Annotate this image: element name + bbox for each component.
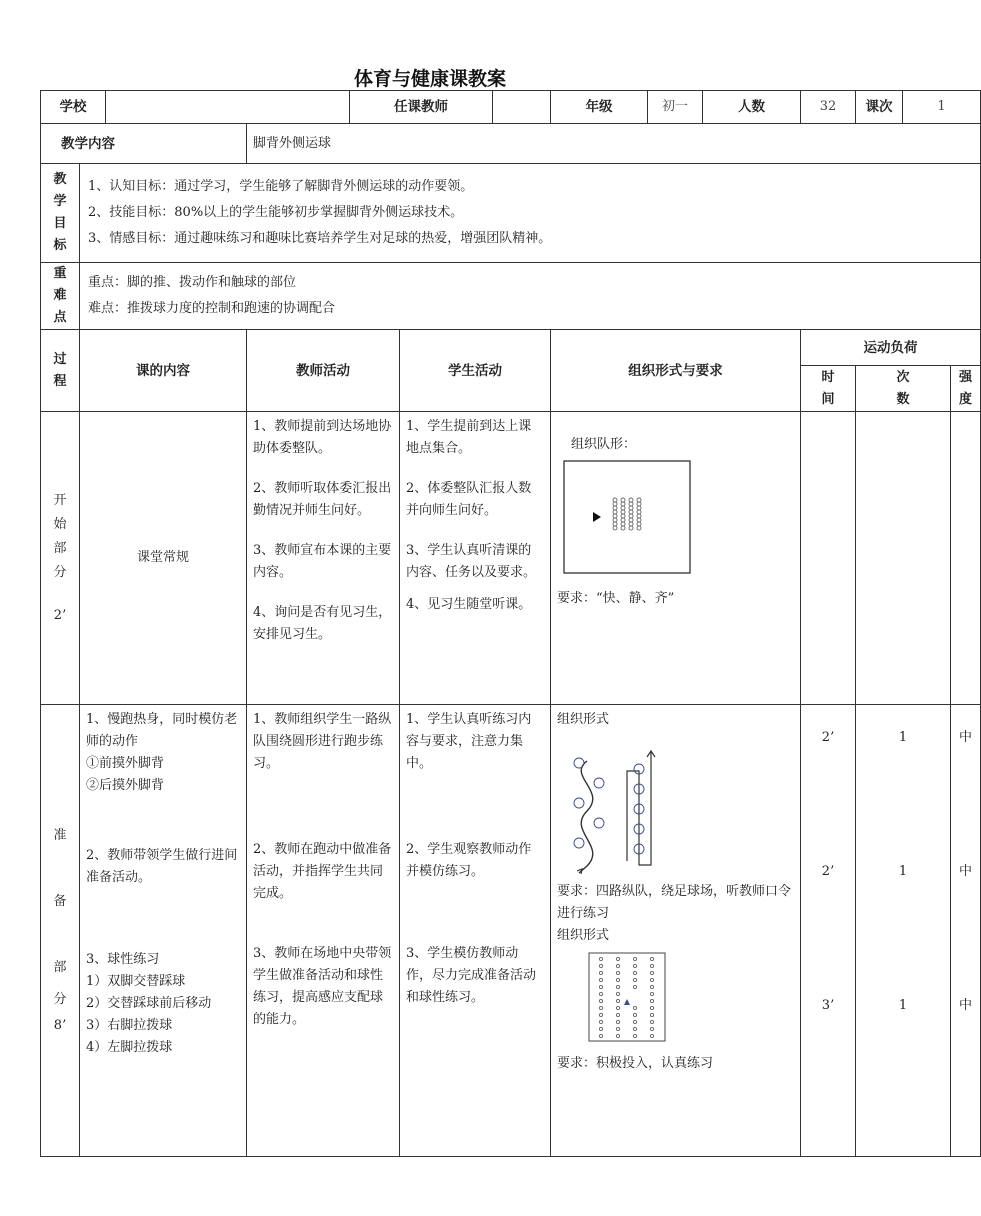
teacher-marker bbox=[593, 512, 601, 522]
section-duration: 2’ bbox=[53, 608, 67, 623]
student-marker bbox=[613, 526, 617, 530]
load-time-cell bbox=[801, 412, 856, 705]
student-marker bbox=[637, 518, 641, 522]
formation-frame bbox=[564, 461, 690, 573]
teacher-activity: 3、教师在场地中央带领学生做准备活动和球性练习，提高感应支配球的能力。 bbox=[253, 946, 392, 1027]
student-marker bbox=[599, 978, 602, 981]
student-marker bbox=[633, 957, 636, 960]
student-marker bbox=[599, 985, 602, 988]
student-marker bbox=[616, 1034, 619, 1037]
student-marker bbox=[616, 978, 619, 981]
teacher-value bbox=[493, 91, 551, 124]
goals-label-char: 教 bbox=[53, 172, 67, 187]
time-header bbox=[801, 366, 856, 412]
student-marker bbox=[613, 502, 617, 506]
lesson-plan-table bbox=[40, 90, 981, 1157]
content-item: 1）双脚交替踩球 bbox=[86, 974, 186, 989]
student-marker bbox=[599, 957, 602, 960]
load-reps-cell bbox=[856, 705, 951, 1157]
student-marker bbox=[633, 1013, 636, 1016]
section-duration: 8’ bbox=[53, 1017, 67, 1033]
reps-header-char: 数 bbox=[896, 391, 910, 407]
runner-marker bbox=[574, 758, 584, 768]
content-header: 课的内容 bbox=[80, 330, 247, 412]
student-marker bbox=[633, 1006, 636, 1009]
student-marker bbox=[599, 1013, 602, 1016]
student-activity: 3、学生认真听清课的内容、任务以及要求。 bbox=[406, 543, 537, 580]
reps-header bbox=[856, 366, 951, 412]
load-reps-cell bbox=[856, 412, 951, 705]
load-time: 3’ bbox=[821, 998, 835, 1013]
student-marker bbox=[629, 502, 633, 506]
section-start-student bbox=[400, 412, 551, 705]
student-marker bbox=[616, 985, 619, 988]
student-marker bbox=[629, 526, 633, 530]
goals-label-char: 目 bbox=[53, 216, 67, 231]
student-marker bbox=[621, 506, 625, 510]
section-start-org bbox=[551, 412, 801, 705]
student-marker bbox=[650, 1020, 653, 1023]
goal-item: 3、情感目标：通过趣味练习和趣味比赛培养学生对足球的热爱，增强团队精神。 bbox=[88, 231, 552, 246]
section-prep-row bbox=[41, 705, 981, 1157]
goals-label-char: 学 bbox=[53, 194, 67, 209]
keypoint-item: 重点：脚的推、拨动作和触球的部位 bbox=[88, 275, 297, 290]
page-title: 体育与健康课教案 bbox=[353, 68, 506, 90]
student-marker bbox=[637, 506, 641, 510]
student-marker bbox=[650, 1034, 653, 1037]
student-marker bbox=[650, 999, 653, 1002]
student-marker bbox=[616, 957, 619, 960]
intensity-header-char: 强 bbox=[958, 369, 972, 385]
goals-list bbox=[80, 164, 981, 263]
runner-markers bbox=[574, 758, 644, 854]
load-time: 2’ bbox=[821, 864, 835, 879]
intensity-header-char: 度 bbox=[958, 391, 972, 407]
student-marker bbox=[650, 985, 653, 988]
student-marker bbox=[629, 510, 633, 514]
student-marker bbox=[637, 526, 641, 530]
student-activity: 1、学生认真听练习内容与要求，注意力集中。 bbox=[406, 712, 532, 771]
content-row bbox=[41, 124, 981, 164]
section-label-char: 开 bbox=[53, 493, 67, 508]
student-marker bbox=[650, 1013, 653, 1016]
student-marker bbox=[616, 971, 619, 974]
content-item: 1、慢跑热身，同时模仿老师的动作 bbox=[86, 712, 238, 749]
school-value bbox=[106, 91, 350, 124]
org-requirement: 要求：“快、静、齐” bbox=[557, 591, 675, 606]
student-marker bbox=[599, 1034, 602, 1037]
student-marker bbox=[633, 1034, 636, 1037]
section-start-row bbox=[41, 412, 981, 705]
process-header bbox=[41, 330, 80, 412]
keypoints-label bbox=[41, 263, 80, 330]
student-marker bbox=[637, 522, 641, 526]
count-value: 32 bbox=[801, 91, 856, 124]
student-marker bbox=[599, 971, 602, 974]
student-activity: 2、体委整队汇报人数并向师生问好。 bbox=[406, 481, 532, 518]
student-activity: 1、学生提前到达上课地点集合。 bbox=[406, 419, 532, 456]
org-requirement: 要求：积极投入，认真练习 bbox=[557, 1056, 714, 1071]
load-intensity: 中 bbox=[958, 998, 972, 1013]
teacher-activity: 2、教师听取体委汇报出勤情况并师生问好。 bbox=[253, 481, 392, 518]
section-prep-org bbox=[551, 705, 801, 1157]
load-intensity-cell bbox=[951, 705, 981, 1157]
section-start-label bbox=[41, 412, 80, 705]
student-marker bbox=[621, 522, 625, 526]
student-marker bbox=[633, 1027, 636, 1030]
student-marker bbox=[621, 498, 625, 502]
student-marker bbox=[650, 1027, 653, 1030]
teacher-activity: 3、教师宣布本课的主要内容。 bbox=[253, 543, 392, 580]
content-item: 2、教师带领学生做行进间准备活动。 bbox=[86, 848, 238, 885]
org-title: 组织形式 bbox=[557, 928, 610, 943]
student-grid bbox=[599, 957, 653, 1037]
load-intensity-cell bbox=[951, 412, 981, 705]
student-marker bbox=[621, 526, 625, 530]
section-label-char: 始 bbox=[53, 517, 67, 532]
school-label: 学校 bbox=[41, 91, 106, 124]
time-header-char: 间 bbox=[821, 391, 835, 407]
content-item: 3）右脚拉拨球 bbox=[86, 1018, 173, 1033]
section-prep-content bbox=[80, 705, 247, 1157]
student-marker bbox=[637, 498, 641, 502]
student-marker bbox=[616, 1020, 619, 1023]
section-label-char: 部 bbox=[53, 959, 67, 975]
formation-diagram bbox=[563, 460, 693, 576]
content-item: 4）左脚拉拨球 bbox=[86, 1040, 173, 1055]
process-header-char: 程 bbox=[53, 373, 67, 389]
student-activity: 2、学生观察教师动作并模仿练习。 bbox=[406, 842, 532, 879]
org-requirement: 要求：四路纵队，绕足球场，听教师口令进行练习 bbox=[557, 884, 792, 921]
load-time-cell bbox=[801, 705, 856, 1157]
student-marker bbox=[629, 498, 633, 502]
load-intensity: 中 bbox=[958, 864, 972, 879]
student-marker bbox=[650, 978, 653, 981]
student-marker bbox=[633, 1020, 636, 1023]
section-label-char: 分 bbox=[53, 565, 67, 580]
student-marker bbox=[599, 999, 602, 1002]
teacher-activity: 4、询问是否有见习生，安排见习生。 bbox=[253, 605, 392, 642]
keypoints-label-char: 点 bbox=[53, 310, 67, 325]
goals-label-char: 标 bbox=[53, 238, 67, 253]
student-marker bbox=[633, 971, 636, 974]
student-marker bbox=[629, 506, 633, 510]
goal-item: 2、技能目标：80%以上的学生能够初步掌握脚背外侧运球技术。 bbox=[88, 205, 464, 220]
section-label-char: 准 bbox=[53, 827, 67, 843]
content-item: 2）交替踩球前后移动 bbox=[86, 996, 212, 1011]
content-label: 教学内容 bbox=[41, 124, 247, 164]
column-path bbox=[627, 751, 651, 865]
running-route-diagram bbox=[557, 731, 687, 881]
runner-marker bbox=[594, 778, 604, 788]
teacher-activity: 2、教师在跑动中做准备活动，并指挥学生共同完成。 bbox=[253, 842, 392, 901]
lesson-label: 课次 bbox=[856, 91, 903, 124]
content-item: 3、球性练习 bbox=[86, 952, 160, 967]
student-marker bbox=[629, 522, 633, 526]
student-marker bbox=[621, 502, 625, 506]
header-row bbox=[41, 91, 981, 124]
student-marker bbox=[629, 514, 633, 518]
student-marker bbox=[616, 964, 619, 967]
load-reps: 1 bbox=[898, 730, 908, 745]
grade-value: 初一 bbox=[648, 91, 703, 124]
load-time: 2’ bbox=[821, 730, 835, 745]
runner-marker bbox=[574, 798, 584, 808]
section-prep-student bbox=[400, 705, 551, 1157]
student-marker bbox=[613, 514, 617, 518]
section-start-teacher bbox=[247, 412, 400, 705]
student-marker bbox=[599, 992, 602, 995]
field-diagram bbox=[557, 951, 687, 1047]
section-label-char: 分 bbox=[53, 991, 67, 1007]
teacher-activity: 1、教师提前到达场地协助体委整队。 bbox=[253, 419, 392, 456]
student-marker bbox=[599, 1006, 602, 1009]
load-header: 运动负荷 bbox=[801, 330, 981, 366]
keypoint-item: 难点：推拨球力度的控制和跑速的协调配合 bbox=[88, 301, 336, 316]
keypoints-list bbox=[80, 263, 981, 330]
student-marker bbox=[629, 518, 633, 522]
section-prep-teacher bbox=[247, 705, 400, 1157]
zigzag-path bbox=[579, 761, 593, 873]
section-label-char: 备 bbox=[53, 893, 67, 909]
student-marker bbox=[616, 1006, 619, 1009]
student-marker bbox=[621, 514, 625, 518]
intensity-header bbox=[951, 366, 981, 412]
column-header-row bbox=[41, 330, 981, 366]
org-title: 组织形式 bbox=[557, 712, 610, 727]
student-marker bbox=[650, 1006, 653, 1009]
student-marker bbox=[616, 1013, 619, 1016]
student-marker bbox=[637, 514, 641, 518]
goals-label bbox=[41, 164, 80, 263]
student-marker bbox=[633, 985, 636, 988]
student-marker bbox=[616, 1027, 619, 1030]
goals-row bbox=[41, 164, 981, 263]
student-marker bbox=[621, 510, 625, 514]
student-header: 学生活动 bbox=[400, 330, 551, 412]
time-header-char: 时 bbox=[821, 369, 835, 385]
student-marker bbox=[650, 971, 653, 974]
student-activity: 4、见习生随堂听课。 bbox=[406, 597, 532, 612]
lesson-value: 1 bbox=[903, 91, 981, 124]
load-reps: 1 bbox=[898, 998, 908, 1013]
student-marker bbox=[650, 957, 653, 960]
runner-marker bbox=[594, 818, 604, 828]
student-marker bbox=[613, 506, 617, 510]
student-marker bbox=[650, 964, 653, 967]
content-item: ②后摸外脚背 bbox=[86, 778, 165, 793]
content-item: ①前摸外脚背 bbox=[86, 756, 165, 771]
load-reps: 1 bbox=[898, 864, 908, 879]
process-header-char: 过 bbox=[53, 351, 67, 367]
teacher-label: 任课教师 bbox=[350, 91, 493, 124]
runner-marker bbox=[574, 838, 584, 848]
teacher-marker bbox=[624, 999, 630, 1005]
keypoints-row bbox=[41, 263, 981, 330]
student-marker bbox=[613, 522, 617, 526]
student-marker bbox=[616, 992, 619, 995]
student-marker bbox=[637, 510, 641, 514]
student-marker bbox=[633, 964, 636, 967]
student-marker bbox=[633, 978, 636, 981]
keypoints-label-char: 难 bbox=[53, 288, 67, 303]
student-marker bbox=[616, 999, 619, 1002]
teacher-activity: 1、教师组织学生一路纵队围绕圆形进行跑步练习。 bbox=[253, 712, 392, 771]
load-intensity: 中 bbox=[958, 730, 972, 745]
student-marker bbox=[613, 518, 617, 522]
section-start-content: 课堂常规 bbox=[80, 412, 247, 705]
student-marker bbox=[599, 1020, 602, 1023]
student-marker bbox=[613, 498, 617, 502]
goal-item: 1、认知目标：通过学习，学生能够了解脚背外侧运球的动作要领。 bbox=[88, 179, 474, 194]
count-label: 人数 bbox=[703, 91, 801, 124]
student-formation bbox=[613, 498, 641, 530]
teacher-header: 教师活动 bbox=[247, 330, 400, 412]
student-marker bbox=[621, 518, 625, 522]
student-marker bbox=[650, 992, 653, 995]
content-value: 脚背外侧运球 bbox=[247, 124, 981, 164]
org-title: 组织队形： bbox=[571, 437, 637, 452]
student-marker bbox=[599, 1027, 602, 1030]
section-prep-label bbox=[41, 705, 80, 1157]
grade-label: 年级 bbox=[551, 91, 648, 124]
reps-header-char: 次 bbox=[896, 369, 910, 385]
org-header: 组织形式与要求 bbox=[551, 330, 801, 412]
student-activity: 3、学生模仿教师动作，尽力完成准备活动和球性练习。 bbox=[406, 946, 537, 1005]
student-marker bbox=[637, 502, 641, 506]
student-marker bbox=[613, 510, 617, 514]
keypoints-label-char: 重 bbox=[53, 266, 67, 281]
section-label-char: 部 bbox=[53, 541, 67, 556]
student-marker bbox=[599, 964, 602, 967]
